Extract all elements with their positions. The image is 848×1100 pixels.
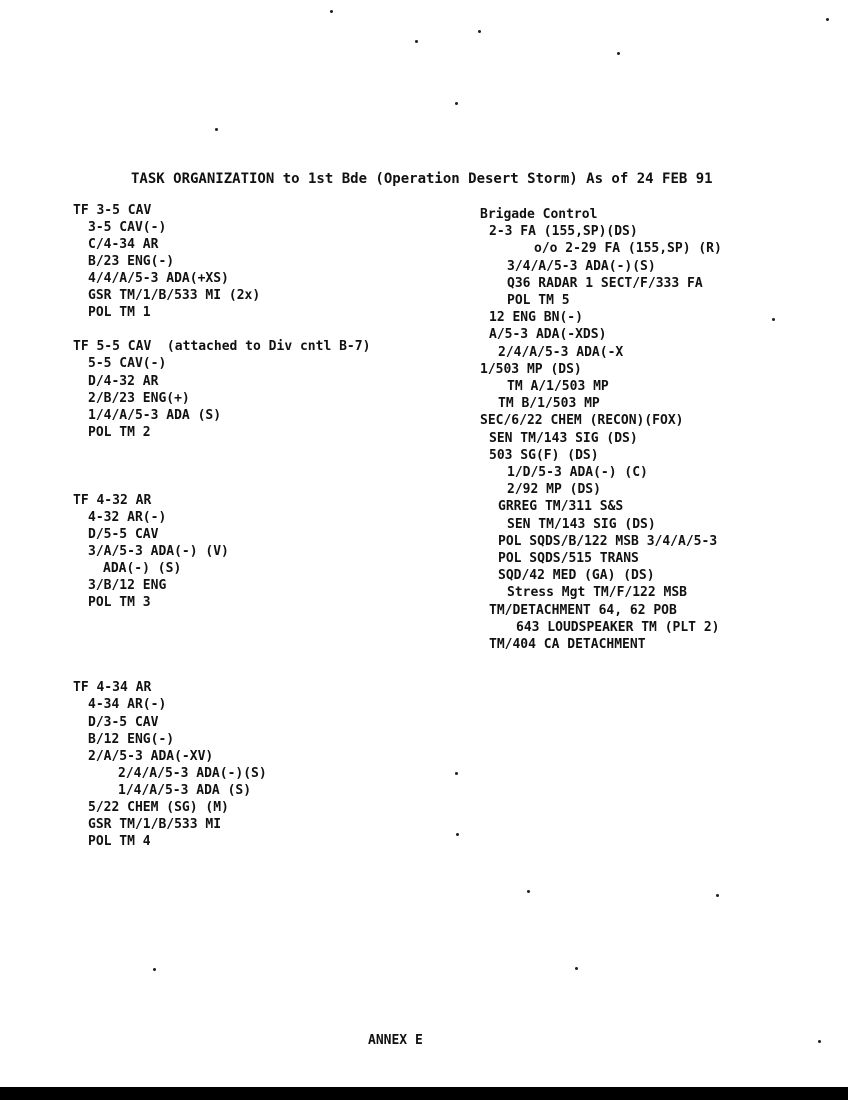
- org-line: 3/B/12 ENG: [88, 578, 167, 594]
- org-line: 1/4/A/5-3 ADA (S): [118, 782, 252, 798]
- scan-speck: [772, 318, 775, 321]
- org-line: Brigade Control: [480, 207, 598, 222]
- org-line: SEC/6/22 CHEM (RECON)(FOX): [480, 413, 684, 429]
- org-line: SEN TM/143 SIG (DS): [507, 516, 656, 532]
- org-line: ADA(-) (S): [103, 561, 182, 577]
- org-line: Q36 RADAR 1 SECT/F/333 FA: [507, 275, 703, 291]
- scan-speck: [455, 772, 458, 775]
- org-line: 3/4/A/5-3 ADA(-)(S): [507, 258, 656, 274]
- org-line: GSR TM/1/B/533 MI: [88, 816, 222, 832]
- org-line: TF 5-5 CAV (attached to Div cntl B-7): [73, 339, 371, 355]
- org-line: 3-5 CAV(-): [88, 220, 167, 236]
- org-line: 2/92 MP (DS): [507, 482, 601, 498]
- page-title: TASK ORGANIZATION to 1st Bde (Operation Desert Storm) As of 24 FEB 91: [131, 171, 713, 187]
- org-line: 2/B/23 ENG(+): [88, 390, 190, 406]
- org-line: B/12 ENG(-): [88, 731, 175, 747]
- org-line: POL TM 1: [88, 305, 151, 321]
- org-line: 2-3 FA (155,SP)(DS): [489, 224, 638, 240]
- org-line: 5-5 CAV(-): [88, 356, 167, 372]
- scan-speck: [818, 1040, 821, 1043]
- annex-footer: ANNEX E: [368, 1033, 423, 1048]
- org-line: POL TM 3: [88, 595, 151, 611]
- org-line: TF 4-34 AR: [73, 680, 152, 696]
- org-line: TF 3-5 CAV: [73, 203, 152, 218]
- org-line: POL TM 4: [88, 833, 151, 849]
- org-line: B/23 ENG(-): [88, 254, 175, 270]
- org-line: POL SQDS/B/122 MSB 3/4/A/5-3: [498, 533, 718, 549]
- scan-speck: [527, 890, 530, 893]
- org-line: SQD/42 MED (GA) (DS): [498, 568, 655, 584]
- org-line: 1/D/5-3 ADA(-) (C): [507, 465, 648, 480]
- org-line: TM B/1/503 MP: [498, 396, 600, 412]
- org-line: 2/4/A/5-3 ADA(-)(S): [118, 765, 267, 781]
- org-line: D/3-5 CAV: [88, 714, 159, 730]
- scan-speck: [716, 894, 719, 897]
- org-line: 4-32 AR(-): [88, 509, 167, 525]
- org-line: TM/404 CA DETACHMENT: [489, 637, 646, 652]
- scan-speck: [478, 30, 481, 33]
- org-line: GRREG TM/311 S&S: [498, 499, 624, 515]
- org-line: A/5-3 ADA(-XDS): [489, 327, 607, 343]
- scan-speck: [617, 52, 620, 55]
- org-line: 5/22 CHEM (SG) (M): [88, 799, 229, 815]
- org-line: 2/A/5-3 ADA(-XV): [88, 748, 214, 764]
- org-line: 643 LOUDSPEAKER TM (PLT 2): [516, 619, 720, 635]
- scan-speck: [215, 128, 218, 131]
- org-line: o/o 2-29 FA (155,SP) (R): [534, 241, 722, 257]
- org-line: 1/4/A/5-3 ADA (S): [88, 407, 222, 423]
- scan-speck: [826, 18, 829, 21]
- scan-speck: [153, 968, 156, 971]
- org-line: 4-34 AR(-): [88, 697, 167, 713]
- org-line: C/4-34 AR: [88, 237, 159, 253]
- scan-bottom-edge: [0, 1087, 848, 1100]
- scan-speck: [575, 967, 578, 970]
- scan-speck: [456, 833, 459, 836]
- org-line: 1/503 MP (DS): [480, 361, 582, 377]
- org-line: D/4-32 AR: [88, 373, 159, 389]
- org-line: TM/DETACHMENT 64, 62 POB: [489, 602, 677, 618]
- org-line: 2/4/A/5-3 ADA(-X: [498, 344, 624, 360]
- org-line: 3/A/5-3 ADA(-) (V): [88, 544, 229, 559]
- org-line: TF 4-32 AR: [73, 492, 152, 508]
- org-line: POL TM 2: [88, 424, 151, 440]
- org-line: POL TM 5: [507, 293, 570, 308]
- scan-speck: [455, 102, 458, 105]
- scan-speck: [330, 10, 333, 13]
- org-line: Stress Mgt TM/F/122 MSB: [507, 585, 688, 601]
- org-line: TM A/1/503 MP: [507, 379, 609, 394]
- org-line: D/5-5 CAV: [88, 526, 159, 542]
- org-line: POL SQDS/515 TRANS: [498, 551, 639, 566]
- org-line: SEN TM/143 SIG (DS): [489, 430, 638, 446]
- org-line: 4/4/A/5-3 ADA(+XS): [88, 271, 229, 287]
- scan-speck: [415, 40, 418, 43]
- org-line: GSR TM/1/B/533 MI (2x): [88, 288, 261, 304]
- org-line: 12 ENG BN(-): [489, 310, 583, 326]
- org-line: 503 SG(F) (DS): [489, 447, 599, 463]
